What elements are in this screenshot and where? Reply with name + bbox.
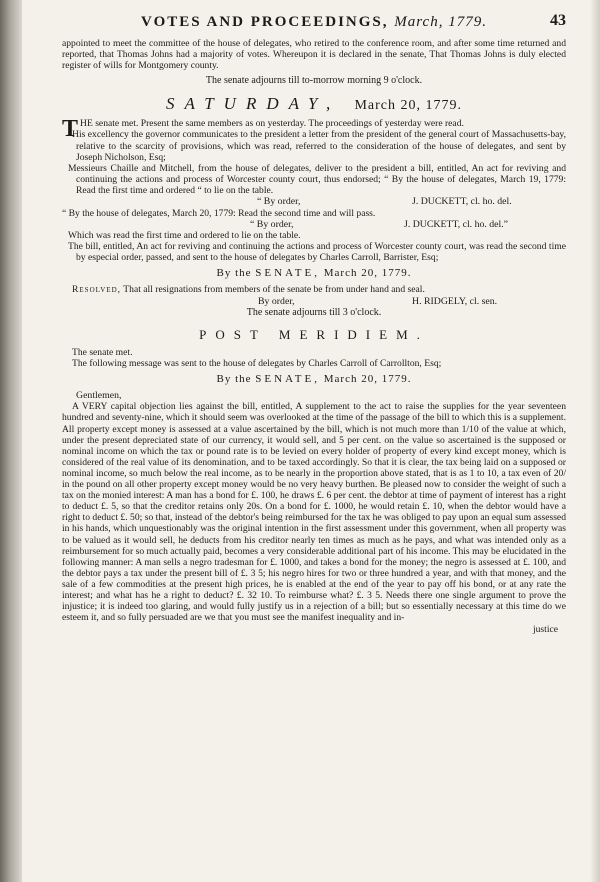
message-body: A VERY capital objection lies against the bill, entitled, A supplement to the act to raise the supplies for the year seventeen hundred and seventy-nine, which it should seem was overlooked at the time of the passage of the bill to which this is a supplement. All property except money is assessed at a value ascertained by the bill, which is not much more than 1/10 of the value at which, under the present depreciated state of our currency, it would sell, and 5 per cent. on the value so ascertained is the supposed or nominal income on which the tax or pound rate is to be levied on every holder of property of every kind except money, which is considered of the real value of its denomination, and to be taxed accordingly. So that it is clear, the tax being laid on a supposed or nominal income, so much below the real income, as to be nearly in the proportion above stated, that is as 1 to 10, a tax even of 20/ in the pound on all other property except money would be no very heavy burthen. Be pleased now to consider the weight of such a tax on the monied interest: A man has a bond for £. 100, he draws £. 6 per cent. the debtor at time of payment of interest has a right to deduct £. 5, so that the creditor retains only 20s. On a bond for £. 1000, he would retain £. 10, when the debtor would have a right to deduct £. 50; so that, instead of the debtor's being reimbursed for the tax he was obliged to pay upon an equal sum assessed in his hands, which unquestionably was the original intention in the first assessment under this government, when all property was to be valued as it would sell, he deducts from his creditor nearly ten times as much as he pays, and what was intended only as a reimbursement for so much actually paid, becomes a very considerable additional part of his income. This may be elucidated in the following manner: A man sells a negro tradesman for £. 1000, and takes a bond for the money; the negro is assessed at £. 100, and the debtor pays a tax under the present bill of £. 3 5; his negro hires for two or three hundred a year, and with that money, and the sale of a few commodities at the present high prices, he is enabled at the end of the year to pay off his bond, or at any rate the interest; and what has he a right to deduct? £. 32 10. To reimburse what? £. 3 5. Needs there one single argument to prove the injustice; it is indeed too glaring, and would fully justify us in a rejection of a bill; but so essentially necessary at this time do we esteem it, and so fully persuaded are we that you must see the manifest inequality and in-	[62, 401, 566, 624]
signature-1-name: J. DUCKETT, cl. ho. del.	[412, 196, 512, 208]
saturday-para-1-text: HE senate met. Present the same members as on yesterday. The proceedings of yesterday were read.	[80, 118, 464, 130]
saturday-adjourn: The senate adjourns till 3 o'clock.	[246, 307, 382, 318]
catchword: justice	[532, 624, 558, 636]
signature-4-by-order: By order,	[258, 295, 295, 307]
opening-paragraph: appointed to meet the committee of the house of delegates, who retired to the conference room, and after some time returned and reported, that Thomas Johns had a majority of votes. Whereupon it is declared in the senate, That Thomas Johns is duly elected register of wills for Montgomery county.	[62, 38, 566, 72]
saturday-para-1	[62, 116, 566, 143]
senate-date-1: March 20, 1779.	[323, 267, 412, 280]
resolved-text: That all resignations from members of the senate be from under hand and seal.	[123, 284, 425, 296]
header-title-text: VOTES AND PROCEEDINGS,	[141, 14, 389, 30]
resolved-label: Resolved,	[72, 284, 122, 296]
signature-3-name: J. DUCKETT, cl. ho. del.”	[404, 218, 509, 230]
post-meridiem-heading: POST MERIDIEM.	[199, 327, 429, 343]
saturday-para-3: Messieurs Chaille and Mitchell, from the house of delegates, deliver to the president a bill, entitled, An act for reviving and continuing the actions and process of Worcester county court, thus endorsed; “ By the house of delegates, March 19, 1779: Read the first time and ordered “ to lie on the table.	[68, 162, 566, 196]
signature-1-by-order: “ By order,	[257, 196, 301, 208]
senate-dateline-2	[62, 373, 566, 385]
running-head	[62, 10, 566, 38]
drop-cap: T	[62, 116, 79, 143]
signature-row-4	[62, 296, 566, 308]
running-head-title	[141, 10, 487, 31]
page-number: 43	[550, 12, 566, 29]
senate-dateline-1	[62, 267, 566, 279]
senate-word-1: SENATE,	[255, 267, 320, 280]
saturday-para-2: His excellency the governor communicates to the president a letter from the president of the general court of Massachusetts-bay, relative to the scarcity of provisions, which was read, referred to the consideration of the house of delegates, and sent by Joseph Nicholson, Esq;	[72, 129, 566, 163]
header-month: March, 1779.	[394, 14, 487, 30]
signature-4-name: H. RIDGELY, cl. sen.	[412, 295, 498, 307]
book-binding-shadow	[0, 0, 22, 882]
page-edge	[590, 0, 600, 882]
signature-row-1	[62, 196, 566, 208]
post-para-2: The following message was sent to the house of delegates by Charles Carroll of Carrollton, Esq;	[72, 358, 442, 370]
signature-row-3	[62, 219, 566, 231]
resolved-paragraph	[62, 284, 566, 295]
saturday-para-5: The bill, entitled, An act for reviving and continuing the actions and process of Worcester county court, was read the second time by especial order, passed, and sent to the house of delegates by Charles Carroll, Barrister, Esq;	[68, 241, 566, 264]
saturday-date: March 20, 1779.	[354, 98, 463, 114]
saturday-heading	[62, 94, 566, 114]
senate-date-2: March 20, 1779.	[323, 373, 412, 386]
signature-3-by-order: “ By order,	[250, 218, 294, 230]
greeting: Gentlemen,	[76, 390, 122, 402]
senate-word-2: SENATE,	[255, 373, 320, 386]
senate-by-1: By the	[216, 267, 252, 280]
saturday-day: SATURDAY,	[165, 94, 341, 114]
opening-adjourn: The senate adjourns till to-morrow morning 9 o'clock.	[205, 75, 423, 87]
saturday-para-4: Which was read the first time and ordered to lie on the table.	[68, 230, 301, 242]
post-para-1: The senate met.	[72, 347, 133, 359]
signature-2-line: “ By the house of delegates, March 20, 1779: Read the second time and will pass.	[62, 207, 376, 219]
senate-by-2: By the	[216, 373, 252, 386]
